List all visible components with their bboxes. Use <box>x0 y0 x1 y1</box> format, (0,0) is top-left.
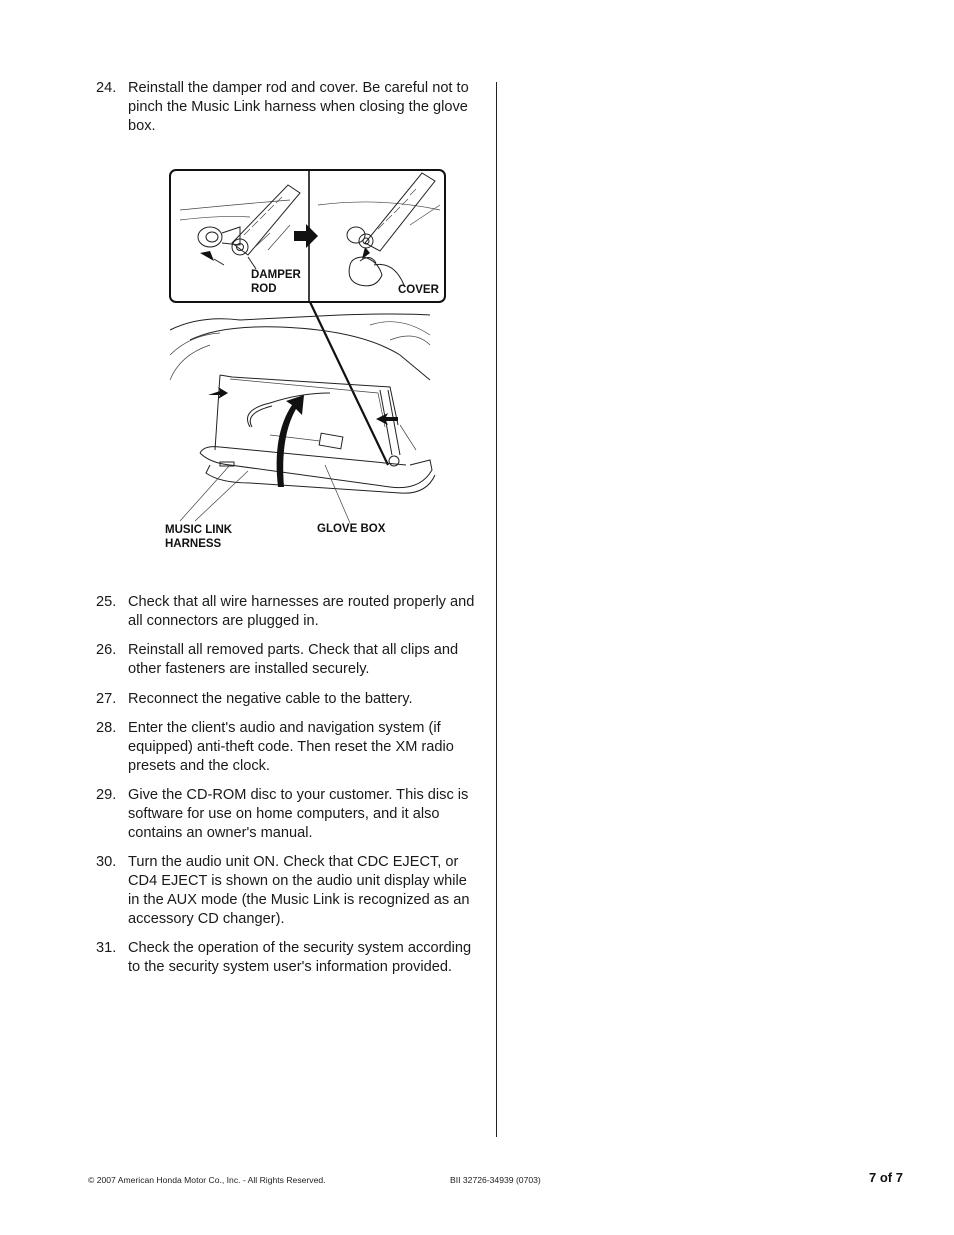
step-26 <box>96 641 476 679</box>
step-number: 30. <box>96 854 117 870</box>
step-text: Check that all wire harnesses are routed properly and all connectors are plugged in. <box>128 594 475 629</box>
step-text: Turn the audio unit ON. Check that CDC EJECT, or CD4 EJECT is shown on the audio unit display while in the AUX mode (the Music Link is recognized as an accessory CD changer). <box>128 854 470 927</box>
step-text: Reconnect the negative cable to the battery. <box>128 691 413 707</box>
copyright-notice: © 2007 American Honda Motor Co., Inc. - All Rights Reserved. <box>88 1175 326 1185</box>
step-31 <box>96 939 476 977</box>
step-text: Reinstall the damper rod and cover. Be careful not to pinch the Music Link harness when closing the glove box. <box>128 80 469 134</box>
column-divider <box>496 82 497 1137</box>
step-text: Give the CD-ROM disc to your customer. This disc is software for use on home computers, and it also contains an owner's manual. <box>128 787 469 841</box>
glove-box-label: GLOVE BOX <box>317 523 386 535</box>
step-29 <box>96 786 476 843</box>
inset-leader-line <box>310 302 388 465</box>
step-text: Enter the client's audio and navigation system (if equipped) anti-theft code. Then reset the XM radio presets and the clock. <box>128 720 454 774</box>
document-code: BII 32726-34939 (0703) <box>450 1175 541 1185</box>
glove-box-drawing <box>170 314 435 523</box>
damper-rod-label: DAMPER ROD <box>251 269 301 295</box>
step-24 <box>96 79 476 136</box>
step-number: 27. <box>96 691 117 707</box>
music-link-harness-label: MUSIC LINK HARNESS <box>165 524 233 550</box>
step-number: 31. <box>96 940 117 956</box>
step-28 <box>96 719 476 776</box>
step-30 <box>96 853 476 929</box>
page-number: 7 of 7 <box>869 1170 903 1185</box>
illustration-drawing <box>160 165 460 565</box>
step-number: 29. <box>96 787 117 803</box>
step-number: 26. <box>96 642 117 658</box>
step-text: Check the operation of the security system according to the security system user's information provided. <box>128 940 472 975</box>
step-number: 28. <box>96 720 117 736</box>
step-number: 25. <box>96 594 117 610</box>
damper-rod-glove-box-illustration <box>160 165 460 565</box>
step-25 <box>96 593 476 631</box>
step-27 <box>96 690 476 709</box>
cover-label: COVER <box>398 284 439 296</box>
step-number: 24. <box>96 80 117 96</box>
step-text: Reinstall all removed parts. Check that all clips and other fasteners are installed securely. <box>128 642 459 677</box>
